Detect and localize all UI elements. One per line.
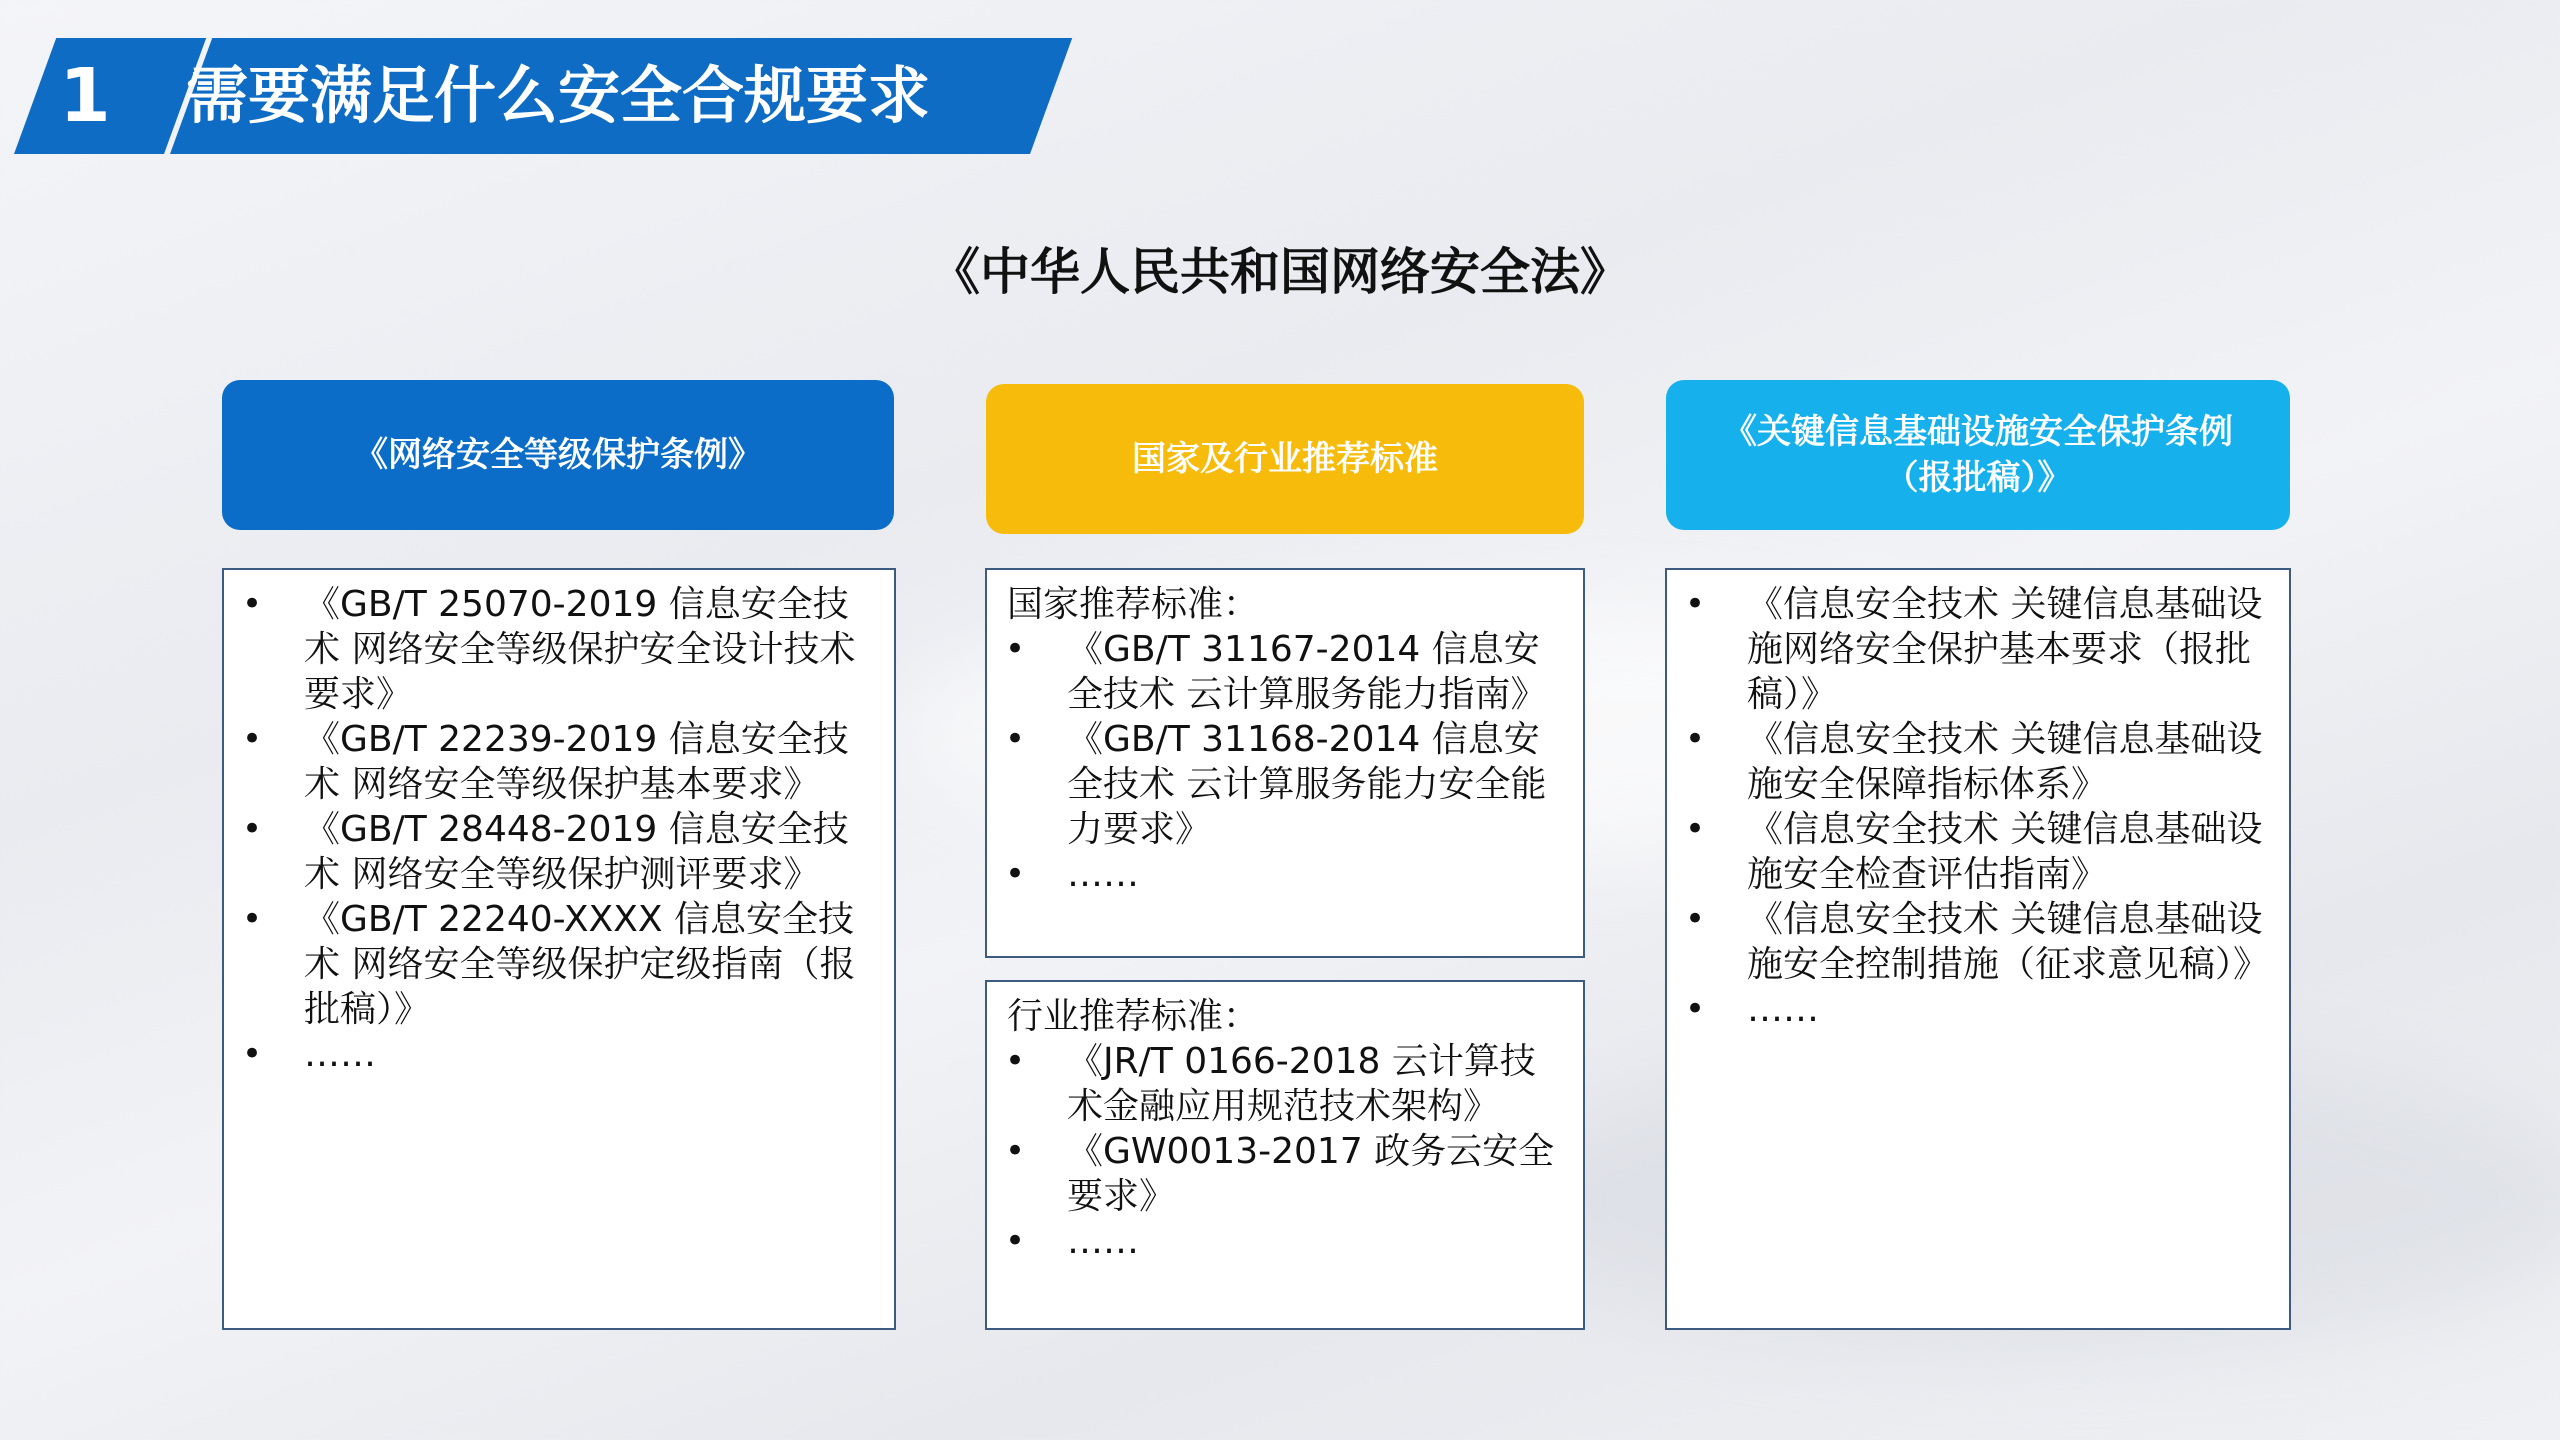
list-item: • …… (304, 1032, 876, 1077)
category-header-label-line2: （报批稿）》 (1884, 458, 2072, 498)
category-header-label: 《网络安全等级保护条例》 (354, 435, 762, 475)
list-item: • 《GB/T 22239-2019 信息安全技术 网络安全等级保护基本要求》 (304, 717, 876, 807)
category-header-critical-infrastructure (1666, 380, 2290, 530)
list-item: • …… (1067, 852, 1567, 897)
section-title-bar (0, 38, 1030, 154)
list-item: • 《JR/T 0166-2018 云计算技术金融应用规范技术架构》 (1067, 1039, 1567, 1129)
list-item: • 《GB/T 22240-XXXX 信息安全技术 网络安全等级保护定级指南（报批稿）》 (304, 897, 876, 1032)
category-header-graded-protection (222, 380, 894, 530)
list-item: • 《GB/T 28448-2019 信息安全技术 网络安全等级保护测评要求》 (304, 807, 876, 897)
list-item: • 《信息安全技术 关键信息基础设施安全检查评估指南》 (1747, 807, 2271, 897)
law-title: 《中华人民共和国网络安全法》 (930, 243, 1630, 301)
national-standards-list (985, 568, 1585, 958)
list-item: • 《信息安全技术 关键信息基础设施安全控制措施（征求意见稿）》 (1747, 897, 2271, 987)
category-header-label-line1: 《关键信息基础设施安全保护条例 (1723, 412, 2233, 452)
national-standards-label: 国家推荐标准： (1007, 584, 1260, 625)
list-item: • 《GW0013-2017 政务云安全要求》 (1067, 1129, 1567, 1219)
category-header-recommended-standards (986, 384, 1584, 534)
graded-protection-standards-list (222, 568, 896, 1330)
list-item: • 《信息安全技术 关键信息基础设施网络安全保护基本要求（报批稿）》 (1747, 582, 2271, 717)
industry-standards-list (985, 980, 1585, 1330)
critical-infrastructure-standards-list (1665, 568, 2291, 1330)
section-number: 1 (59, 53, 111, 139)
list-item: • 《GB/T 31168-2014 信息安全技术 云计算服务能力安全能力要求》 (1067, 717, 1567, 852)
list-item: • 《信息安全技术 关键信息基础设施安全保障指标体系》 (1747, 717, 2271, 807)
list-item: • 《GB/T 31167-2014 信息安全技术 云计算服务能力指南》 (1067, 627, 1567, 717)
category-header-label: 国家及行业推荐标准 (1132, 439, 1438, 479)
list-item: • …… (1747, 987, 2271, 1032)
list-item: • 《GB/T 25070-2019 信息安全技术 网络安全等级保护安全设计技术要求》 (304, 582, 876, 717)
section-title: 需要满足什么安全合规要求 (186, 59, 931, 132)
list-item: • …… (1067, 1219, 1567, 1264)
industry-standards-label: 行业推荐标准： (1007, 996, 1260, 1037)
